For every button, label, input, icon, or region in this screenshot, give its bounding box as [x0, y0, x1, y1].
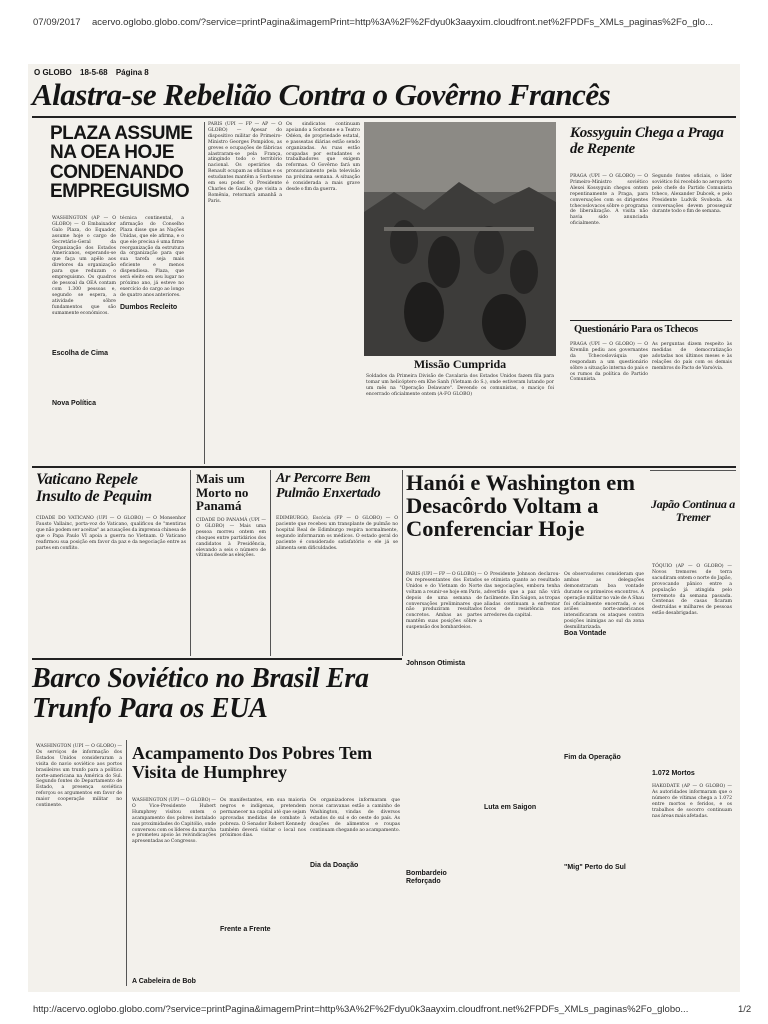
main-article-column-2: Os sindicatos continuam apoiando a Sorbonne e a Teatro Odéon, de propriedade estatal, e passeatas diárias estão sendo organizadas. As ruas estão ocupadas por estudantes e trabalhadores que exigem reformas. O Govêrno fará um pronunciamento pela televisão na próxima semana. A situação é considerada a mais grave desde o fim da guerra. — [286, 122, 360, 192]
barco-article: WASHINGTON (UPI — O GLOBO) — Os serviços de informação dos Estados Unidos consideraram a visita do navio soviético aos portos brasileiros um trunfo para a política norte-americana na América do Sul. Segundo fontes do Departamento de Estado, a presença soviética reforçou os argumentos em favor de maior cooperação militar no continente. — [36, 744, 122, 809]
column-divider — [190, 470, 191, 656]
main-article-column-1: PARIS (UPI — FP — AP — O GLOBO) — Apesar do dispositivo militar do Primeiro-Ministro Georges Pompidou, as greves e ocupações de fábricas alastraram-se pela França, atingindo todo o território nacional. Os operários da Renault ocupam as oficinas e os estudantes mantêm a Sorbonne em seu poder. O Presidente Charles de Gaulle, que visita a Romênia, retornará amanhã a Paris. — [208, 122, 282, 204]
print-footer — [0, 1004, 768, 1018]
plaza-subhead-3: Dumbos Recleito — [120, 304, 178, 311]
edition-date: 18-5-68 — [80, 68, 108, 77]
plaza-subhead-2: Nova Política — [52, 400, 96, 407]
acampamento-subhead-3: Dia da Doação — [310, 862, 359, 869]
print-header — [0, 17, 768, 31]
soldiers-photo-image — [364, 122, 556, 356]
main-headline: Alastra-se Rebelião Contra o Govêrno Francês — [32, 77, 611, 112]
hanoi-column-2: O Presidente Johnson declarou-se otimista quanto ao resultado das negociações, embora tenha advertido que a paz não virá facilmente. Em Saigon, as tropas aliadas continuam a enfrentar focos de resistência nos arredores da capital. — [484, 572, 560, 619]
questionario-headline: Questionário Para os Tchecos — [574, 324, 698, 335]
vaticano-headline: Vaticano Repele Insulto de Pequim — [36, 471, 152, 505]
section-rule-1 — [32, 466, 736, 468]
masthead: O GLOBO — [34, 68, 72, 77]
japao-top-rule — [650, 470, 736, 471]
acampamento-subhead-2: Frente a Frente — [220, 926, 271, 933]
kossyguin-headline: Kossyguin Chega a Praga de Repente — [570, 125, 724, 157]
acampamento-subhead-1: A Cabeleira de Bob — [132, 978, 196, 985]
hanoi-column-1: PARIS (UPI — FP — O GLOBO) — Os representantes dos Estados Unidos e do Vietnam do Norte voltam a reunir-se hoje em Paris, depois de uma semana de conversações preliminares que não produziram resultados concretos. Ambas as partes mantêm suas posições sôbre a suspensão dos bombardeios. — [406, 572, 482, 631]
pulmao-article: EDIMBURGO, Escócia (FP — O GLOBO) — O paciente que recebeu um transplante de pulmão no hospital Real de Edimburgo respira normalmente, segundo informaram os médicos. O estado geral do paciente é considerado satisfatório e ele já se alimenta sem dificuldades. — [276, 516, 398, 551]
column-divider — [402, 470, 403, 656]
japao-subhead-1: 1.072 Mortos — [652, 770, 695, 777]
barco-headline: Barco Soviético no Brasil Era Trunfo Para os EUA — [32, 663, 369, 725]
morto-article: CIDADE DO PANAMÁ (UPI — O GLOBO) — Mais uma pessoa morreu ontem em choques entre partidários dos candidatos à Presidência, elevando a seis o número de vítimas desde as eleições. — [196, 518, 266, 559]
photo-caption: Soldados da Primeira Divisão de Cavalaria dos Estados Unidos fazem fila para tomar um helicóptero em Khe Sanh (Vietnam do S.), onde estiveram lutando por um mês na "Operação Delaware". Devendo os comunistas, o maciço foi encerrado oficialmente ontem (A-FO GLOBO) — [366, 374, 554, 397]
newspaper-page — [28, 64, 740, 992]
page-number: Página 8 — [115, 68, 149, 77]
japao-headline: Japão Continua a Tremer — [651, 497, 735, 524]
news-photo — [364, 122, 556, 356]
photo-title: Missão Cumprida — [413, 357, 507, 371]
hanoi-headline: Hanói e Washington em Desacôrdo Voltam a Conferenciar Hoje — [406, 470, 635, 541]
plaza-subhead-1: Escolha de Cima — [52, 350, 109, 357]
hanoi-subhead-3: Bombardeio Reforçado — [406, 870, 447, 886]
pulmao-headline: Ar Percorre Bem Pulmão Enxertado — [276, 471, 381, 501]
plaza-headline: PLAZA ASSUME NA OEA HOJE CONDENANDO EMPREGUISMO — [50, 123, 193, 203]
questionario-column-2: As perguntas dizem respeito às medidas de democratização adotadas nos últimos meses e às relações do país com os demais membros do Pacto de Varsóvia. — [652, 342, 732, 371]
hanoi-subhead-1: Johnson Otimista — [406, 660, 466, 667]
plaza-column-1: WASHINGTON (AP — O GLOBO) — O Embaixador Galo Plaza, do Equador, assume hoje o cargo de Secretário-Geral da Organização dos Estados Americanos, esperando-se que faça um apêlo aos diretores da organização para que reduzam o empreguismo. Os quadros de pessoal da OEA contam com 1.300 pessoas e, segundo se espera, a atividade sôbre fundamentos que são sumamente económicos. — [52, 216, 116, 316]
questionario-column-1: PRAGA (UPI — O GLOBO) — O Kremlin pediu aos governantes da Tchecoslováquia que respondam a um questionário sôbre a situação interna do país e os rumos da política do Partido Comunista. — [570, 342, 648, 383]
kossyguin-column-2: Segundo fontes oficiais, o líder soviético foi recebido no aeroporto pelo chefe do Partido Comunista tcheco, Alexander Dubcek, e pelo Presidente Ludvik Svoboda. As conversações devem prosseguir durante todo o fim de semana. — [652, 174, 732, 215]
print-page-count: 1/2 — [738, 1004, 752, 1015]
japao-column-2: HAKODATE (AP — O GLOBO) — As autoridades informaram que o número de vítimas chega a 1.072 entre mortos e feridos, e os trabalhos de socorro continuam nas áreas mais afetadas. — [652, 784, 732, 819]
print-footer-url: http://acervo.oglobo.globo.com/?service=printPagina&imagemPrint=http%3A%2F%2Fdyu0k3aayxim.cloudfront.net%2FPDFs_XMLs_paginas%2Fo_globo... — [33, 1004, 689, 1015]
acampamento-column-3: Os organizadores informaram que novas caravanas estão a caminho de Washington, vindas de diversos estados do sul e do oeste do país. As doações de alimentos e roupas continuam chegando ao acampamento. — [310, 798, 401, 833]
column-divider — [126, 740, 127, 986]
plaza-column-2: técnica continental, a afirmação do Conselho Plaza disse que as Nações Unidas, que ele afirma, e o que ele precisa é uma firme reorganização da estrutura da organização para que sua tarefa seja mais eficiente e menos dispendiosa. Plaza, que será eleito em seu lugar no próximo ano, já esteve no exercício do cargo ao longo de quatro anos anteriores. — [120, 216, 184, 298]
hanoi-subhead-6: "Mig" Perto do Sul — [564, 864, 626, 871]
hanoi-subhead-5: Fim da Operação — [564, 754, 621, 761]
hanoi-subhead-4: Boa Vontade — [564, 630, 607, 637]
print-url: acervo.oglobo.globo.com/?service=printPagina&imagemPrint=http%3A%2F%2Fdyu0k3aayxim.cloudfront.net%2FPDFs_XMLs_paginas%2Fo_glo... — [92, 17, 713, 28]
kossyguin-rule — [570, 320, 732, 321]
column-divider — [204, 122, 205, 464]
acampamento-headline: Acampamento Dos Pobres Tem Visita de Humphrey — [132, 743, 373, 782]
section-rule-2 — [32, 658, 402, 660]
hanoi-subhead-2: Luta em Saigon — [484, 804, 537, 811]
kossyguin-column-1: PRAGA (UPI — O GLOBO) — O Primeiro-Ministro soviético Alexei Kossyguin chegou ontem repentinamente a Praga, para conversações com os dirigentes tchecoslovacos sôbre o programa de liberalização. A visita não havia sido anunciada oficialmente. — [570, 174, 648, 227]
acampamento-column-2: Os manifestantes, em sua maioria negros e indígenas, pretendem permanecer na capital até que sejam aprovadas medidas de combate à pobreza. O Senador Robert Kennedy também deverá visitar o local nos próximos dias. — [220, 798, 306, 839]
banner-rule — [32, 116, 736, 118]
hanoi-column-3: Os observadores consideram que ambas as delegações demonstraram boa vontade durante os primeiros encontros. A operação militar no vale de A Shau foi oficialmente encerrada, e os aviões norte-americanos intensificaram os ataques contra posições inimigas ao sul da zona desmilitarizada. — [564, 572, 644, 631]
japao-column: TÓQUIO (AP — O GLOBO) — Novos tremores de terra sacudiram ontem o norte do Japão, provocando pânico entre a população já atingida pelo terremoto da semana passada. Centenas de casas ficaram destruídas e milhares de pessoas estão desabrigadas. — [652, 564, 732, 617]
column-divider — [270, 470, 271, 656]
vaticano-article: CIDADE DO VATICANO (UPI — O GLOBO) — O Monsenhor Fausto Vallainc, porta-voz do Vaticano, qualificou de "mentiras que não podem ser aceitas" as acusações da imprensa chinesa de que o Papa Paulo VI apoia a guerra no Vietnam. O Vaticano reafirmou sua posição em favor da paz e da negociação entre as partes em conflito. — [36, 516, 186, 551]
morto-headline: Mais um Morto no Panamá — [196, 471, 249, 514]
print-date: 07/09/2017 — [33, 17, 81, 28]
acampamento-column-1: WASHINGTON (UPI — O GLOBO) — O Vice-Presidente Hubert Humphrey visitou ontem o acampamento dos pobres instalado nas proximidades do Capitólio, onde conversou com os líderes da marcha e prometeu apoio às reivindicações apresentadas ao Congresso. — [132, 798, 216, 845]
